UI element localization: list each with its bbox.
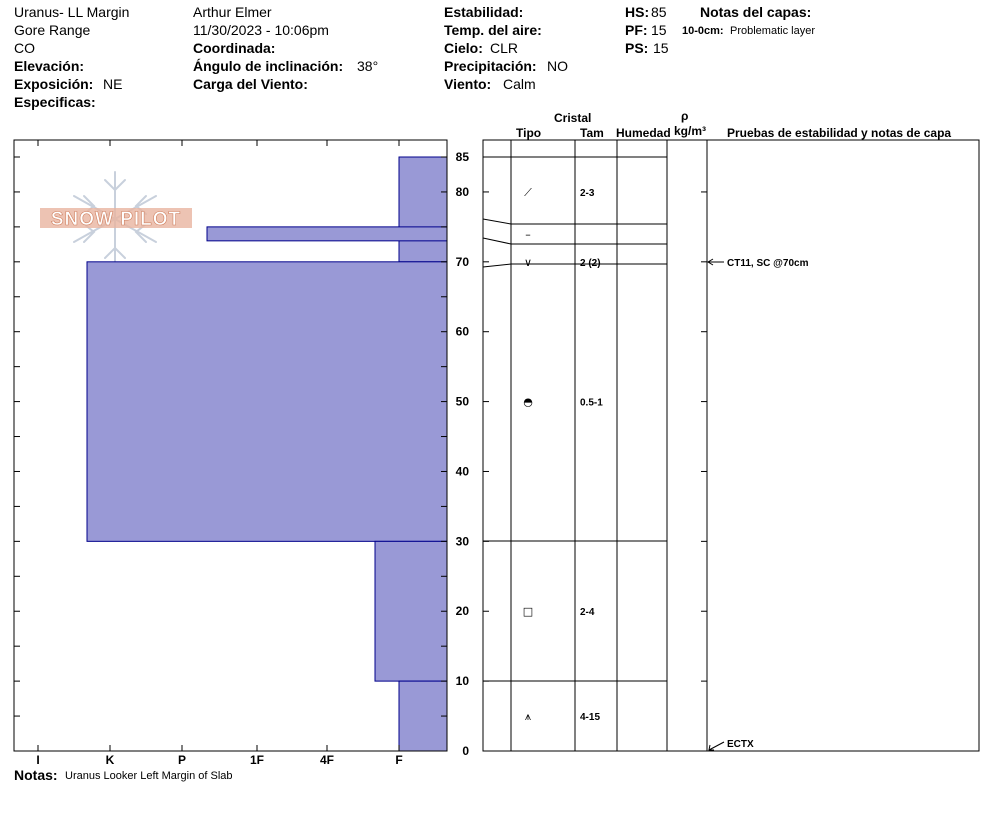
hs-value: 85 <box>651 4 667 20</box>
layer-row <box>523 605 595 618</box>
layer-row <box>523 396 603 409</box>
crystal-size: 0.5-1 <box>580 397 603 409</box>
slope-angle-value: 38° <box>357 58 379 74</box>
wind-label: Viento: <box>444 76 492 92</box>
hardness-bar <box>399 157 447 262</box>
stability-tests <box>708 258 809 750</box>
crystal-type-symbol: ∨ <box>523 255 533 269</box>
layer-row <box>524 186 595 199</box>
range-name: Gore Range <box>14 22 91 38</box>
elevation-label: Elevación: <box>14 58 85 74</box>
depth-tick-label: 80 <box>455 184 469 199</box>
hardness-profile <box>87 157 447 751</box>
layer-note-text: Problematic layer <box>730 25 815 37</box>
logo-text: SNOW PILOT <box>50 209 182 230</box>
layer-notes-title: Notas del capas: <box>700 4 812 20</box>
crystal-type-symbol: ⩚ <box>524 710 532 724</box>
notes-label: Notas: <box>14 767 58 783</box>
depth-tick-label: 40 <box>455 464 469 479</box>
observation-datetime: 11/30/2023 - 10:06pm <box>193 22 329 38</box>
slope-angle-label: Ángulo de inclinación: <box>193 58 344 74</box>
hardness-tick-label: I <box>36 753 40 767</box>
crystal-type-symbol: ⟋ <box>524 185 532 199</box>
layer-note-depth: 10-0cm: <box>682 25 724 37</box>
layer-row <box>524 256 601 269</box>
crystal-table <box>483 140 979 751</box>
snowpilot-logo <box>40 172 192 266</box>
hardness-bar <box>375 541 447 681</box>
depth-tick-label: 0 <box>462 744 469 758</box>
hardness-bar <box>399 681 447 751</box>
sky-label: Cielo: <box>444 40 483 56</box>
depth-tick-label: 10 <box>455 674 469 689</box>
depth-tick-label: 50 <box>455 394 469 409</box>
depth-tick-label: 30 <box>455 534 469 549</box>
density-header: kg/m³ <box>674 124 707 138</box>
hardness-bar <box>87 262 447 542</box>
hardness-tick-label: P <box>177 753 187 767</box>
hardness-tick-label: 1F <box>249 753 265 767</box>
aspect-label: Exposición: <box>14 76 94 92</box>
crystal-size: 4-15 <box>580 712 601 724</box>
hardness-tick-label: K <box>105 753 115 767</box>
pf-value: 15 <box>651 22 667 38</box>
layer-row <box>525 228 531 241</box>
depth-axis <box>456 150 707 758</box>
state-name: CO <box>14 40 35 56</box>
depth-tick-label: 20 <box>455 604 469 619</box>
hs-label: HS: <box>625 4 650 20</box>
layer-rows <box>523 186 603 723</box>
air-temp-label: Temp. del aire: <box>444 22 542 38</box>
ct-test-result: CT11, SC @70cm <box>727 258 809 269</box>
crystal-type-symbol: □ <box>522 605 534 619</box>
layer-boundary <box>483 238 511 244</box>
crystal-size: 2-3 <box>580 187 595 199</box>
ectx-test-result: ECTX <box>727 739 754 750</box>
depth-tick-label: 85 <box>455 150 469 164</box>
coordinate-label: Coordinada: <box>193 40 276 56</box>
crystal-type-symbol: – <box>525 227 531 241</box>
depth-tick-label: 60 <box>455 324 469 339</box>
crystal-size: 2-4 <box>580 607 595 619</box>
notes-text: Uranus Looker Left Margin of Slab <box>65 770 233 782</box>
hardness-tick-label: F <box>395 753 403 767</box>
rho-header: ρ <box>681 109 689 123</box>
tests-header: Pruebas de estabilidad y notas de capa <box>727 126 952 140</box>
size-header: Tam <box>580 126 604 140</box>
layer-boundary <box>483 219 511 224</box>
stability-label: Estabilidad: <box>444 4 524 20</box>
moisture-header: Humedad <box>616 126 671 140</box>
layer-row <box>525 710 601 723</box>
ps-value: 15 <box>653 40 669 56</box>
wind-value: Calm <box>503 76 536 92</box>
observer-name: Arthur Elmer <box>193 4 272 20</box>
layer-boundary <box>483 264 511 267</box>
crystal-header: Cristal <box>554 111 592 125</box>
wind-load-label: Carga del Viento: <box>193 76 308 92</box>
hardness-tick-label: 4F <box>319 753 335 767</box>
depth-tick-label: 70 <box>455 254 469 269</box>
location-name: Uranus- LL Margin <box>14 4 130 20</box>
hardness-bar <box>207 227 447 241</box>
pf-label: PF: <box>625 22 648 38</box>
ps-label: PS: <box>625 40 649 56</box>
precipitation-label: Precipitación: <box>444 58 537 74</box>
crystal-size: 2 (2) <box>580 257 601 269</box>
aspect-value: NE <box>103 76 123 92</box>
type-header: Tipo <box>516 126 542 140</box>
crystal-type-symbol: ◓ <box>523 395 533 409</box>
precipitation-value: NO <box>547 58 568 74</box>
specifics-label: Especificas: <box>14 94 96 110</box>
sky-value: CLR <box>490 40 519 56</box>
